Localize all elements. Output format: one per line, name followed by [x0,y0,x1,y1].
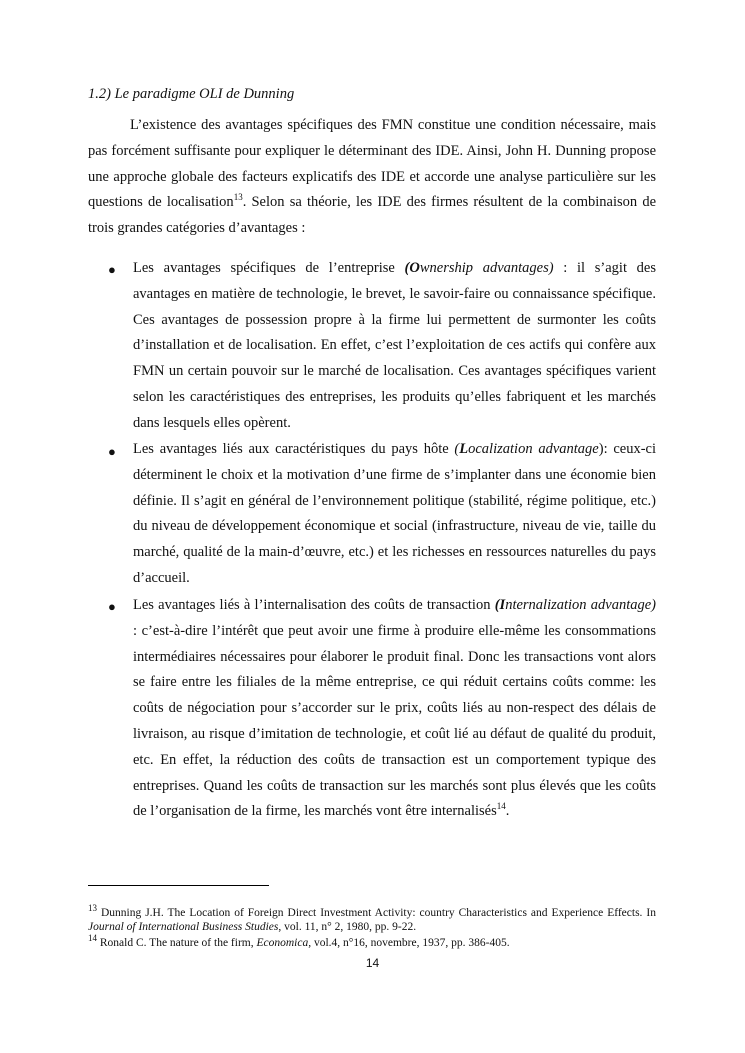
bullet-body: ): ceux-ci déterminent le choix et la motivation d’une firme de s’implanter dans une économie bien définie. Il s’agit en général de l’environnement politique (stabilité, régime politique, etc.) du niveau de développement économique et social (infrastructure, niveau de vie, taille du marché, qualité de la main-d’œuvre, etc.) et les richesses en ressources naturelles du pays d’accueil. [133,441,657,586]
bullet-ownership [133,256,656,437]
footnote-13 [88,903,656,934]
page-number: 14 [365,956,380,970]
bullet-lead: Les avantages liés à l’internalisation des coûts de transaction [133,597,495,613]
term-rest: wnership advantages) [419,260,554,276]
term-open: ( [494,597,500,613]
bullet-icon: ● [108,599,116,614]
footnote-text: Ronald C. The nature of the firm, [97,937,257,949]
term-initial: L [459,441,469,457]
bullet-icon: ● [108,262,116,277]
footnote-ref-14[interactable]: 14 [496,801,506,812]
footnote-text-end: , vol. 11, n° 2, 1980, pp. 9-22. [278,921,417,933]
bullet-localization [133,437,656,592]
footnote-journal: Journal of International Business Studies [88,921,279,933]
footnote-text-end: vol.4, n°16, novembre, 1937, pp. 386-405. [311,937,510,949]
intro-text-part1: L’existence des avantages spécifiques des FMN constitue une condition nécessaire, mais pas forcément suffisante pour expliquer le déterminant des IDE. Ainsi, John H. Dunning propose une approche globale des facteurs explicatifs des IDE et accorde une analyse particulière sur les questions de localisation [88,117,656,211]
footnote-number: 14 [88,933,97,944]
bullet-tail: . [505,803,510,820]
footnote-journal: Economica, [256,937,312,949]
term-rest: ocalization advantage [468,441,599,457]
section-heading: 1.2) Le paradigme OLI de Dunning [88,86,295,102]
intro-paragraph [88,113,656,242]
bullet-internalization [133,593,656,825]
term-initial: I [499,597,506,613]
term-rest: nternalization advantage) [505,597,656,613]
bullet-lead: Les avantages spécifiques de l’entreprise [133,260,405,276]
footnote-14 [88,933,656,950]
term-open: ( [454,441,460,457]
bullet-body: : c’est-à-dire l’intérêt que peut avoir une firme à produire elle-même les consommations intermédiaires nécessaires pour élaborer le produit final. Donc les transactions vont alors se faire entre les filiales de la même entreprise, ce qui réduit certains coûts comme: les coûts de négociation pour s’accorder sur le prix, coûts liés au non-respect des délais de livraison, au risque d’imitation de technologie, et coût lié au défaut de qualité du produit, etc. En effet, la réduction des coûts de transaction est un comportement typique des entreprises. Quand les coûts de transaction sur les marchés sont plus élevés que les coûts de l’organisation de la firme, les marchés vont être internalisés [133,622,656,820]
intro-text-part2: . Selon sa théorie, les IDE des firmes résultent de la combinaison de trois grandes catégories d’avantages : [88,194,656,237]
bullet-icon: ● [108,444,116,459]
term-open: ( [404,260,410,276]
footnote-separator [88,885,269,886]
footnote-number: 13 [88,903,97,914]
footnote-text: Dunning J.H. The Location of Foreign Direct Investment Activity: country Characteristics and Experience Effects. In [97,907,656,919]
bullet-body: : il s’agit des avantages en matière de technologie, le brevet, le savoir-faire ou connaissance spécifique. Ces avantages de possession propre à la firme lui permettent de surmonter les coûts d’installation et de localisation. En effet, c’est l’exploitation de ces actifs qui confère aux FMN un certain pouvoir sur le marché de localisation. Ces avantages spécifiques varient selon les caractéristiques des entreprises, les produits qu’elles fabriquent et les marchés dans lesquels elles opèrent. [133,260,656,431]
term-initial: O [409,260,420,276]
footnote-ref-13[interactable]: 13 [233,192,243,203]
bullet-lead: Les avantages liés aux caractéristiques du pays hôte [133,441,455,457]
